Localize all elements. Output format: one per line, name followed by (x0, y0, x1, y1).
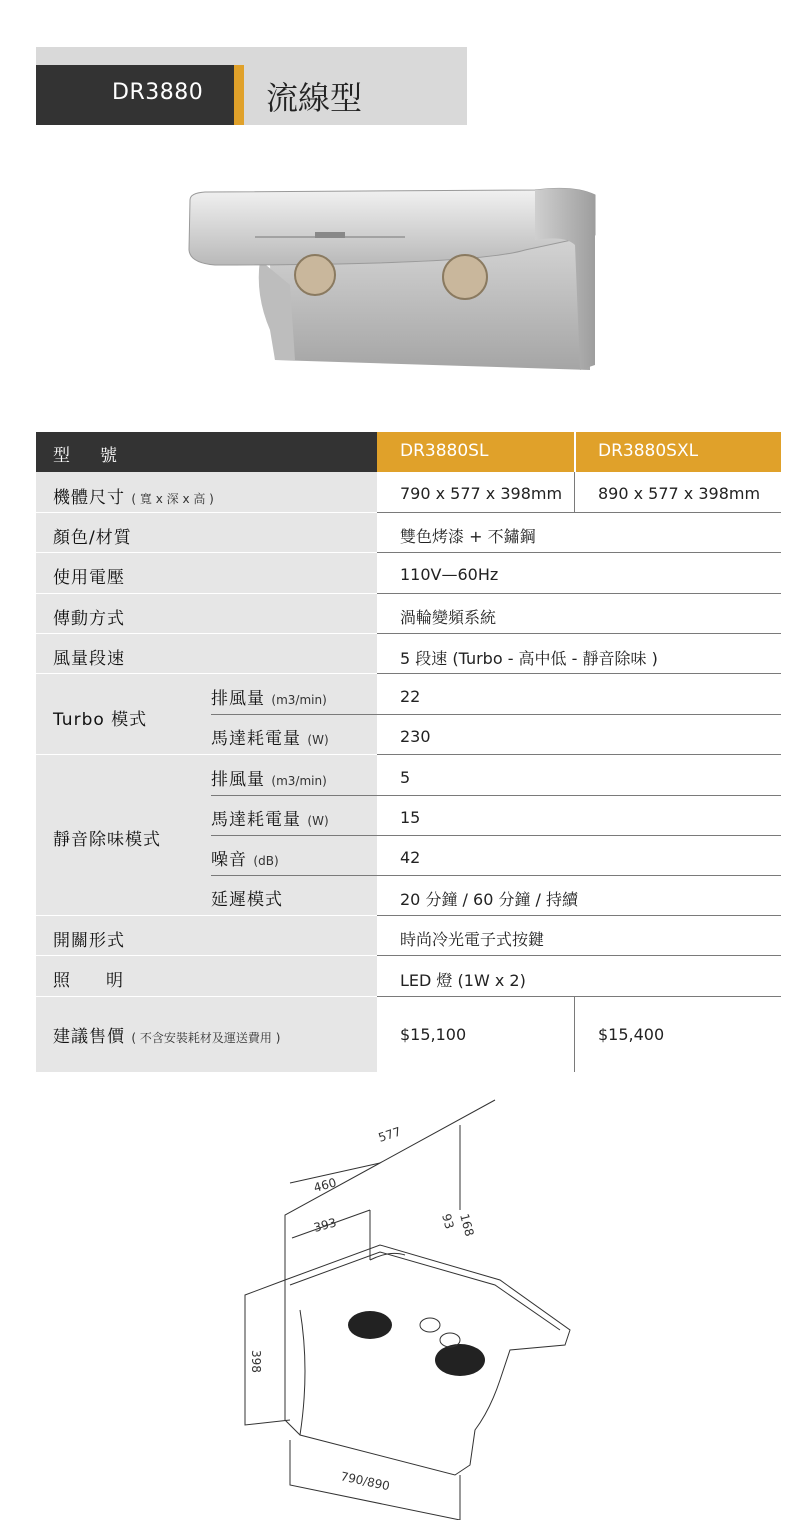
spec-row-drive (36, 594, 781, 634)
dim-93: 93 (439, 1212, 457, 1231)
drive-value: 渦輪變頻系統 (400, 608, 497, 627)
turbo-airflow-label: 排風量 (211, 689, 265, 709)
color-material-value: 雙色烤漆 + 不鏽鋼 (400, 527, 536, 546)
spec-header-row (36, 432, 781, 472)
turbo-mode-label: Turbo 模式 (53, 710, 148, 730)
title-accent-bar (234, 65, 244, 125)
spec-row-price (36, 997, 781, 1072)
silent-delay-value: 20 分鐘 / 60 分鐘 / 持續 (400, 890, 579, 909)
dim-577: 577 (376, 1124, 403, 1145)
silent-noise-label: 噪音 (211, 850, 247, 870)
price-sl-value: $15,100 (400, 1025, 467, 1044)
dimensions-label: 機體尺寸 (53, 488, 125, 508)
speed-value: 5 段速 (Turbo - 高中低 - 靜音除味 ) (400, 649, 658, 668)
dim-460: 460 (312, 1175, 338, 1195)
model-title: DR3880 (112, 80, 204, 105)
silent-mode-label: 靜音除味模式 (53, 830, 161, 850)
model-sxl-heading: DR3880SXL (598, 441, 699, 461)
silent-airflow-unit: (m3/min) (271, 774, 327, 788)
price-label: 建議售價 (53, 1027, 125, 1047)
turbo-airflow-value: 22 (400, 687, 421, 706)
dimensions-sl-value: 790 x 577 x 398mm (400, 484, 563, 503)
silent-power-value: 15 (400, 808, 421, 827)
spec-row-lighting (36, 956, 781, 997)
price-sxl-value: $15,400 (598, 1025, 665, 1044)
spec-row-color-material (36, 513, 781, 553)
spec-row-switch (36, 916, 781, 956)
spec-row-speed (36, 634, 781, 674)
switch-label: 開關形式 (53, 931, 125, 951)
color-material-label: 顏色/材質 (53, 528, 132, 548)
dimensions-sxl-value: 890 x 577 x 398mm (598, 484, 761, 503)
dim-790-890: 790/890 (339, 1469, 392, 1494)
range-hood-photo (175, 165, 615, 395)
silent-airflow-value: 5 (400, 768, 411, 787)
dim-168: 168 (457, 1212, 477, 1238)
turbo-power-unit: (W) (307, 733, 329, 747)
voltage-value: 110V—60Hz (400, 565, 499, 584)
silent-power-unit: (W) (307, 814, 329, 828)
silent-noise-value: 42 (400, 848, 421, 867)
silent-power-label: 馬達耗電量 (211, 810, 301, 830)
lighting-value: LED 燈 (1W x 2) (400, 971, 526, 990)
voltage-label: 使用電壓 (53, 568, 125, 588)
turbo-power-value: 230 (400, 727, 431, 746)
silent-airflow-label: 排風量 (211, 770, 265, 790)
dimensions-note: ( 寬 x 深 x 高 ) (131, 492, 214, 506)
spec-row-voltage (36, 553, 781, 594)
speed-label: 風量段速 (53, 649, 125, 669)
spec-header-label: 型號 (53, 446, 147, 466)
drive-label: 傳動方式 (53, 609, 125, 629)
switch-value: 時尚冷光電子式按鍵 (400, 930, 545, 949)
silent-delay-label: 延遲模式 (211, 890, 283, 910)
dim-398: 398 (249, 1350, 263, 1373)
lighting-label: 照明 (53, 971, 159, 991)
turbo-airflow-unit: (m3/min) (271, 693, 327, 707)
turbo-power-label: 馬達耗電量 (211, 729, 301, 749)
price-note: ( 不含安裝耗材及運送費用 ) (131, 1031, 281, 1045)
spec-group-turbo (36, 674, 781, 755)
model-sl-heading: DR3880SL (400, 441, 489, 461)
dimension-diagram (230, 1080, 590, 1520)
series-title: 流線型 (266, 79, 363, 117)
spec-row-dimensions (36, 472, 781, 513)
dim-393: 393 (312, 1215, 338, 1235)
silent-noise-unit: (dB) (253, 854, 279, 868)
spec-group-silent (36, 755, 781, 916)
